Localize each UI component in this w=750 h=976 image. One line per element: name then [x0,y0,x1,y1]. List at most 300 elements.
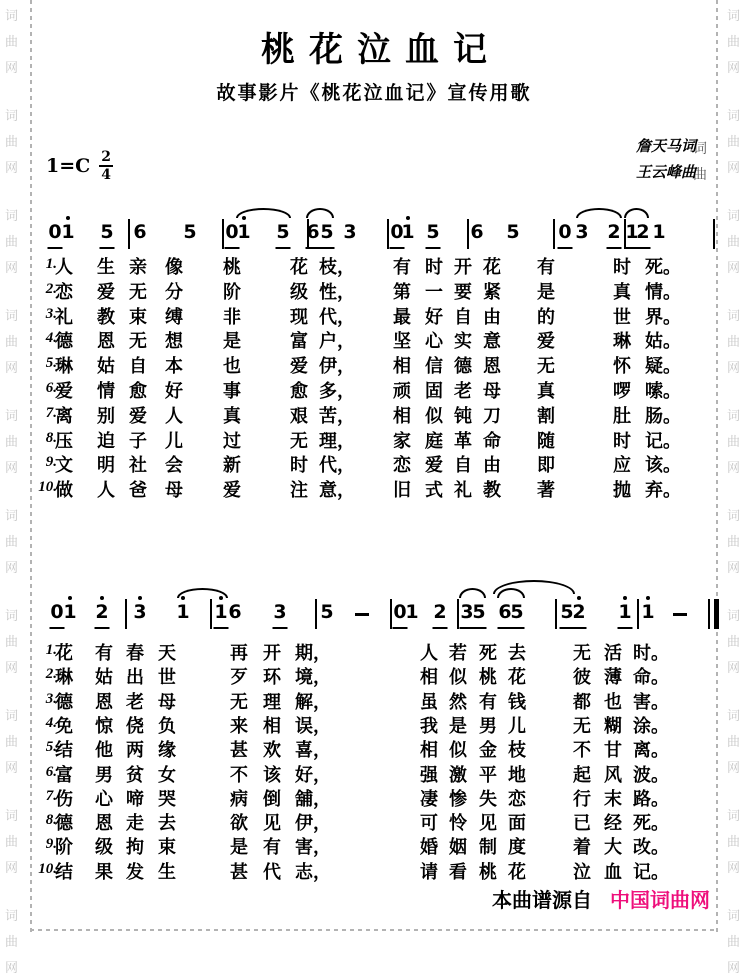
lyric-syllable: 免 [55,715,73,736]
lyric-syllable: 舖， [295,788,331,809]
watermark-char: 网 [5,160,19,175]
note-digit: 5 [510,601,524,623]
credits-block [636,134,696,186]
lyric-syllable: 拘 [126,837,144,858]
duration-underline [607,247,622,249]
lyric-syllable: 迫 [97,430,115,451]
lyric-syllable: 见 [479,813,497,834]
duration-underline [48,247,63,249]
watermark-char: 曲 [5,834,19,849]
lyric-syllable: 阶 [223,281,241,302]
note-digit: 1 [61,221,75,243]
verse-number: 7. [45,404,57,421]
lyric-syllable: 一 [425,281,443,302]
watermark-char: 曲 [727,534,741,549]
watermark-char: 网 [727,960,741,975]
lyric-syllable: 命 [483,430,501,451]
lyric-syllable: 注 [290,480,308,501]
verse-number: 10. [38,479,57,496]
watermark-char: 网 [727,560,741,575]
lyric-syllable: 姑。 [645,331,681,352]
lyric-syllable: 死 [479,643,497,663]
verse-row [30,303,718,325]
verse-row [30,278,718,300]
watermark-char: 词 [727,508,741,523]
lyric-syllable: 行 [573,788,591,809]
lyric-syllable: 富 [290,331,308,352]
lyricist-credit: 詹天马词 [635,139,696,155]
footer-credit [492,884,710,913]
lyric-syllable: 相 [263,715,281,736]
lyric-syllable: 男 [95,764,113,785]
lyric-syllable: 害。 [633,691,669,712]
duration-underline [276,247,291,249]
lyric-syllable: 应 [613,455,631,476]
verse-row [30,809,718,834]
lyric-syllable: 德 [55,813,73,834]
note-digit: 3 [133,601,147,623]
duration-underline [433,627,448,629]
note-digit: 5 [183,221,197,243]
watermark-char: 曲 [5,634,19,649]
lyric-syllable: 结 [55,740,73,761]
lyric-syllable: 信 [425,356,443,377]
lyric-syllable: 误， [295,715,331,736]
lyric-syllable: 发 [126,861,144,882]
lyric-syllable: 割 [537,405,555,426]
lyric-syllable: 弃。 [645,480,681,501]
watermark-char: 网 [727,460,741,475]
note-digit: 0 [390,221,404,243]
lyric-syllable: 去 [508,643,526,663]
lyric-syllable: 恩 [483,356,501,377]
watermark-char: 网 [727,260,741,275]
note-digit: 6 [470,221,484,243]
lyric-syllable: 户， [319,331,355,352]
lyric-syllable: 姻 [449,837,467,858]
verse-row [30,688,718,710]
watermark-char: 词 [5,608,19,623]
note-digit: 6 [498,601,512,623]
watermark-char: 词 [5,808,19,823]
lyric-syllable: 死。 [633,813,669,834]
lyric-syllable: 枝 [508,740,526,761]
verse-row [30,402,718,424]
lyric-syllable: 要 [454,281,472,302]
verse-number: 3. [45,690,57,707]
lyric-syllable: 是 [537,281,555,302]
watermark-char: 曲 [727,434,741,449]
note-digit: 0 [225,221,239,243]
lyric-syllable: 代， [319,455,355,476]
slur-arc [624,208,649,218]
lyric-syllable: 性， [319,281,355,302]
duration-underline [214,627,229,629]
watermark-char: 词 [5,208,19,223]
note-digit: 3 [575,221,589,243]
lyric-syllable: 惨 [449,788,467,809]
octave-dot [646,596,650,600]
lyric-syllable: 倒 [263,788,281,809]
lyric-syllable: 彼 [573,667,591,688]
lyric-syllable: 紧 [483,281,501,302]
watermark-char: 网 [5,860,19,875]
duration-underline [100,247,115,249]
slur-arc [177,588,228,598]
lyric-syllable: 刀 [483,405,501,426]
lyric-syllable: 可 [420,813,438,834]
dash-note [355,613,369,616]
lyric-syllable: 然 [449,691,467,712]
lyric-syllable: 经 [604,813,622,834]
barline [210,599,212,629]
lyric-syllable: 家 [393,430,411,451]
note-digit: 1 [405,601,419,623]
lyric-syllable: 该 [263,764,281,785]
lyric-syllable: 血 [604,861,622,882]
lyric-syllable: 真 [537,381,555,401]
verse-number: 4. [45,714,57,731]
lyric-syllable: 无 [290,430,308,451]
duration-underline [618,627,633,629]
lyric-syllable: 已 [573,813,591,834]
lyric-syllable: 事 [223,381,241,401]
lyric-syllable: 理， [319,430,355,451]
lyric-syllable: 相 [393,405,411,426]
lyric-syllable: 第 [393,281,411,302]
watermark-char: 词 [5,908,19,923]
final-barline [708,599,719,629]
barline [390,599,392,629]
lyric-syllable: 着 [573,837,591,858]
note-digit: 5 [560,601,574,623]
meter-fraction [99,150,113,182]
duration-underline [426,247,441,249]
lyric-syllable: 地 [508,764,526,785]
meter-denominator: 4 [101,167,112,183]
score-line-2 [30,586,718,636]
lyric-syllable: 人 [55,257,73,277]
lyric-syllable: 看 [449,861,467,882]
lyric-syllable: 姑 [97,356,115,377]
verse-number: 4. [45,330,57,347]
note-digit: 1 [641,601,655,623]
lyric-syllable: 意 [483,331,501,352]
verse-number: 10. [38,860,57,877]
note-digit: 2 [572,601,586,623]
lyric-syllable: 有 [95,643,113,663]
lyric-syllable: 去 [158,813,176,834]
lyric-syllable: 心 [425,331,443,352]
lyric-syllable: 自 [454,306,472,327]
verse-row [30,833,718,858]
lyric-syllable: 德 [55,331,73,352]
lyric-syllable: 请 [420,861,438,882]
barline [555,599,557,629]
lyric-syllable: 花 [508,667,526,688]
barline [553,219,555,249]
lyric-syllable: 桃 [479,861,497,882]
lyric-syllable: 走 [126,813,144,834]
lyric-syllable: 由 [483,306,501,327]
watermark-right-column [724,0,748,975]
watermark-char: 词 [5,408,19,423]
watermark-char: 网 [5,660,19,675]
key-signature-text: 1=C [46,155,91,177]
note-digit: 0 [48,221,62,243]
lyric-syllable: 文 [55,455,73,476]
note-digit: 1 [625,221,639,243]
verse-number: 5. [45,355,57,372]
lyric-syllable: 似 [449,740,467,761]
lyric-syllable: 束 [129,306,147,327]
lyric-syllable: 泣 [573,861,591,882]
lyric-syllable: 末 [604,788,622,809]
verse-number: 6. [45,763,57,780]
duration-underline [225,247,240,249]
lyric-syllable: 相 [393,356,411,377]
lyric-syllable: 是 [223,331,241,352]
lyric-syllable: 束 [158,837,176,858]
duration-underline [95,627,110,629]
watermark-char: 曲 [727,334,741,349]
lyric-syllable: 亲 [129,257,147,277]
slur-arc [493,580,575,594]
lyric-syllable: 恋 [393,455,411,476]
lyric-syllable: 风 [604,764,622,785]
lyric-syllable: 时 [290,455,308,476]
lyric-syllable: 结 [55,861,73,882]
octave-dot [138,596,142,600]
duration-underline [572,627,587,629]
footer-brand-name: 中国词曲网 [610,890,710,912]
lyric-syllable: 桃 [223,257,241,277]
lyric-syllable: 别 [97,405,115,426]
lyric-syllable: 压 [55,430,73,451]
lyric-syllable: 伊， [319,356,355,377]
note-digit: 1 [401,221,415,243]
watermark-char: 曲 [5,134,19,149]
lyric-syllable: 有 [479,691,497,712]
note-digit: 0 [50,601,64,623]
lyric-syllable: 不 [573,740,591,761]
lyric-syllable: 波。 [633,764,669,785]
watermark-char: 曲 [5,434,19,449]
lyric-syllable: 爱 [55,381,73,401]
lyric-syllable: 世 [613,306,631,327]
lyric-syllable: 涂。 [633,715,669,736]
watermark-char: 词 [727,108,741,123]
duration-underline [306,247,321,249]
duration-underline [393,627,408,629]
lyric-syllable: 无 [573,715,591,736]
verse-row [30,736,718,761]
lyric-syllable: 见 [263,813,281,834]
watermark-char: 曲 [727,34,741,49]
lyric-syllable: 糊 [604,715,622,736]
lyric-syllable: 病 [230,788,248,809]
lyric-syllable: 意， [319,480,355,501]
lyric-syllable: 人 [420,643,438,663]
watermark-char: 曲 [5,734,19,749]
watermark-char: 曲 [5,534,19,549]
slur-arc [306,208,334,218]
lyric-syllable: 姑 [95,667,113,688]
lyric-syllable: 无 [230,691,248,712]
barline [637,599,639,629]
watermark-char: 网 [727,360,741,375]
verse-row [30,663,718,688]
verse-row [30,761,718,783]
lyric-syllable: 凄 [420,788,438,809]
lyric-syllable: 伊， [295,813,331,834]
watermark-char: 词 [5,308,19,323]
verse-number: 6. [45,380,57,396]
lyric-syllable: 旧 [393,480,411,501]
lyric-syllable: 无 [129,281,147,302]
lyric-syllable: 苦， [319,405,355,426]
lyric-syllable: 代 [263,861,281,882]
lyric-syllable: 花 [290,257,308,277]
note-digit: 0 [558,221,572,243]
lyric-syllable: 男 [479,715,497,736]
lyric-syllable: 负 [158,715,176,736]
page-title: 桃花泣血记 [261,32,501,69]
lyric-syllable: 缘 [158,740,176,761]
lyric-syllable: 恋 [508,788,526,809]
watermark-char: 网 [5,360,19,375]
note-digit: 2 [607,221,621,243]
verse-row [30,785,718,807]
verse-row [30,253,718,275]
watermark-char: 词 [727,208,741,223]
lyric-syllable: 时。 [633,643,669,663]
lyric-syllable: 世 [158,667,176,688]
lyric-syllable: 即 [537,455,555,476]
verse-row [30,427,718,449]
lyric-syllable: 度 [508,837,526,858]
lyric-syllable: 啼 [126,788,144,809]
page-subtitle: 故事影片《桃花泣血记》宣传用歌 [216,83,532,104]
lyric-syllable: 实 [454,331,472,352]
lyric-syllable: 桃 [479,667,497,688]
duration-underline [510,627,525,629]
barline [713,219,715,249]
barline [222,219,224,249]
lyric-syllable: 恩 [97,331,115,352]
lyric-syllable: 多， [319,381,355,401]
note-digit: 1 [652,221,666,243]
lyric-syllable: 是 [449,715,467,736]
note-digit: 2 [636,221,650,243]
verse-row [30,639,718,661]
note-digit: 6 [133,221,147,243]
watermark-char: 曲 [693,168,707,183]
lyric-syllable: 死。 [645,257,681,277]
verse-number: 7. [45,787,57,804]
lyric-syllable: 革 [454,430,472,451]
lyric-syllable: 恋 [55,281,73,302]
lyric-syllable: 花 [508,861,526,882]
lyric-syllable: 爸 [129,480,147,501]
lyric-syllable: 最 [393,306,411,327]
watermark-char: 曲 [727,134,741,149]
lyric-syllable: 惊 [95,715,113,736]
lyric-syllable: 花 [55,643,73,663]
lyric-syllable: 子 [129,430,147,451]
note-digit: 5 [276,221,290,243]
lyric-syllable: 缚 [165,306,183,327]
lyric-syllable: 也 [604,691,622,712]
lyric-syllable: 欲 [230,813,248,834]
lyric-syllable: 都 [573,691,591,712]
lyric-syllable: 无 [129,331,147,352]
lyric-syllable: 想 [165,331,183,352]
watermark-char: 网 [5,760,19,775]
lyric-syllable: 歹 [230,667,248,688]
verse-row [30,327,718,352]
lyric-syllable: 甚 [230,861,248,882]
lyric-syllable: 两 [126,740,144,761]
composer-credit: 王云峰曲 [635,165,696,181]
lyric-syllable: 由 [483,455,501,476]
dash-note [673,613,687,616]
barline [457,599,459,629]
lyric-syllable: 嗦。 [645,381,681,401]
lyric-syllable: 解， [295,691,331,712]
watermark-char: 词 [727,708,741,723]
verse-number: 9. [45,454,57,471]
lyric-syllable: 愈 [129,381,147,401]
lyric-syllable: 出 [126,667,144,688]
lyric-syllable: 真 [223,405,241,426]
lyric-syllable: 式 [425,480,443,501]
watermark-char: 曲 [727,834,741,849]
lyric-syllable: 老 [126,691,144,712]
note-digit: 1 [237,221,251,243]
lyric-syllable: 甚 [230,740,248,761]
lyric-syllable: 天 [158,643,176,663]
note-digit: 6 [228,601,242,623]
lyric-syllable: 怜 [449,813,467,834]
lyric-syllable: 顽 [393,381,411,401]
lyric-syllable: 哭 [158,788,176,809]
watermark-char: 曲 [5,34,19,49]
lyric-syllable: 级 [290,281,308,302]
lyric-syllable: 枝， [319,257,355,277]
lyric-syllable: 生 [158,861,176,882]
watermark-char: 曲 [727,234,741,249]
lyric-syllable: 果 [95,861,113,882]
verse-number: 1. [45,642,57,658]
watermark-char: 词 [5,108,19,123]
lyric-syllable: 富 [55,764,73,785]
lyric-syllable: 怀 [613,356,631,377]
lyric-syllable: 平 [479,764,497,785]
lyric-syllable: 琳 [55,356,73,377]
slur-arc [459,588,486,598]
lyric-syllable: 情 [97,381,115,401]
note-digit: 5 [472,601,486,623]
lyric-syllable: 金 [479,740,497,761]
lyric-syllable: 若 [449,643,467,663]
note-digit: 5 [320,221,334,243]
lyric-syllable: 母 [483,381,501,401]
verse-number: 5. [45,739,57,756]
lyric-syllable: 爱 [425,455,443,476]
lyric-syllable: 会 [165,455,183,476]
watermark-char: 词 [727,308,741,323]
